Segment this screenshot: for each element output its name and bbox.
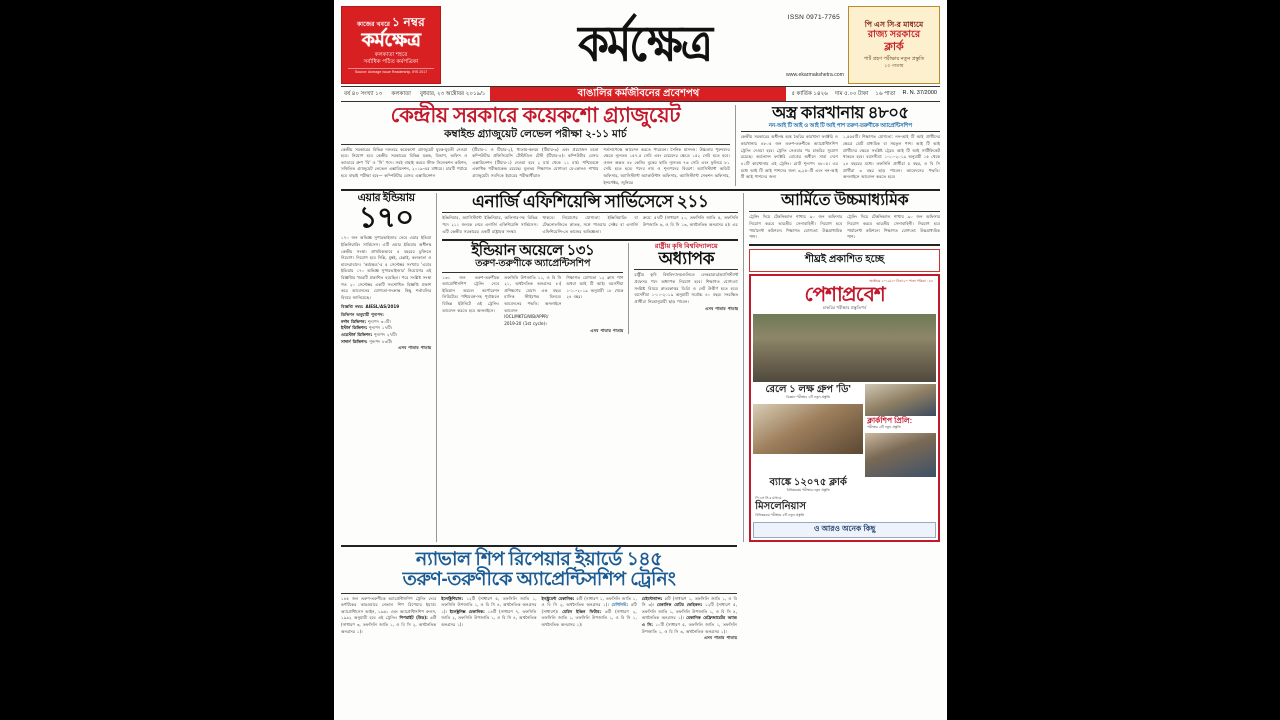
naval-headline-line-2: তরুণ-তরুণীকে অ্যাপ্রেন্টিসশিপ ট্রেনিং	[402, 568, 676, 590]
arms-factory-block[interactable]	[735, 105, 940, 186]
divider	[341, 545, 737, 547]
breakdown-value: শূন্যপদ ৩০টি।	[367, 318, 391, 324]
publication-date: বুধবার, ২৩ অক্টোবর ২০১৯/১	[419, 90, 486, 97]
breakdown-value: শূন্যপদ ১৭টি।	[369, 325, 393, 331]
naval-jump[interactable]: এসব পাতার পাতায়	[703, 635, 737, 641]
professor-jump[interactable]: এসব পাতার পাতায়	[705, 305, 739, 311]
arms-columns	[741, 134, 940, 180]
readership-logo-badge	[341, 6, 441, 84]
arms-subhead: নন-আই টি আই ও আই টি আই পাশ তরুণ-তরুণীকে অ্যাপ্রেন্টিসশিপ	[768, 122, 913, 129]
naval-trade-detail: ১২টি (সাধারণ ৫, তফসিলি জাতি ১, তফসিলি উপজাতি ১, ও বি সি ৪, অর্থনৈতিক অনগ্রসর ১)।	[441, 595, 537, 614]
row-lead	[341, 105, 940, 186]
advert-band-2-sub: পরীক্ষার ৫টি নতুন প্রস্তুতি	[867, 424, 901, 429]
air-india-jump[interactable]: এসব পাতার পাতায়	[398, 345, 432, 351]
indian-oil-col-2: তফসিলি উপজাতি ১১, ও বি সি ২১, অর্থনৈতিক অনগ্রসর ৮।) প্রশিক্ষণের মেয়াদ এক বছর। মাসিক স্টাইপেন্ড মিলবে। আবেদনের পদ্ধতি: অনলাইনে আবেদন IOCL/MKTG/WB/APPR/ 2019-20 (1st cycle)।	[504, 274, 562, 326]
advert-kid-photo	[753, 404, 863, 454]
advert-crowd-photo	[753, 314, 936, 382]
indian-oil-headline: ইন্ডিয়ান অয়েলে ১৩১	[471, 242, 595, 260]
naval-trade-label-2: মেকানিক মোটর ভেহিকল:	[656, 602, 703, 608]
advert-frame	[749, 274, 940, 542]
army-col-2: ট্রেনিং দিয়ে টেকনিক্যাল শাখায় ৯০ জন অফিসার নিয়োগ করবে ভারতীয় সেনাবাহিনী। নিয়োগ হবে পার্মানেন্ট কমিশনে। শিক্ষাগত যোগ্যতা: উচ্চমাধ্যমিক পাশ।	[847, 214, 940, 240]
advert-bottom-right-spacer	[865, 477, 936, 520]
energy-columns	[442, 215, 738, 235]
dateline-left	[341, 90, 485, 99]
advert-bottom-row	[753, 477, 936, 520]
naval-trade-detail: ৫টি (সাধারণ ১, তফসিলি জাতি ১, ও বি সি ২, অর্থনৈতিক অনগ্রসর ১)।	[541, 595, 637, 608]
advert-band-4-kicker: পি এস সি-র মাধ্যমে	[755, 496, 782, 501]
advert-magazine-tagline: চাকরির পরীক্ষার প্রস্তুতিপর্ব	[822, 304, 867, 310]
logo-top-text: কাজের খবরে	[357, 22, 391, 29]
divider	[442, 272, 623, 273]
advert-band-3[interactable]	[753, 477, 863, 496]
divider	[741, 131, 940, 132]
advert-band-1[interactable]	[753, 384, 863, 403]
masthead	[341, 6, 940, 84]
naval-trade-label-2: মেশিনিস্ট:	[611, 602, 629, 608]
naval-col-1	[341, 596, 436, 642]
lead-col-2: (টিয়ার-১ ও টিয়ার-২), খাতায়-কলমে (টিয়ার-৩) এবং প্রয়োজন মতো কম্পিউটার প্রফিসিয়েন্সি টেস্ট/ডিল টেস্ট (টিয়ার-৪)। কম্পিউটার বেসড এক্সামিনেশন (টিয়ার-১) নেওয়া হবে ২ মার্চ থেকে ১১ মার্চ। পশ্চিমবঙ্গে একাধিক পরীক্ষাকেন্দ্র রয়েছে। মূলতম শিক্ষাগত যোগ্যতা যে-কোনও শাখায় গ্র্যাজুয়েট। সবদিকে ইয়ারের পরীক্ষার্থীরাও	[472, 146, 599, 179]
lead-columns	[341, 147, 730, 187]
indian-oil-jump[interactable]: এসব পাতার পাতায়	[590, 327, 624, 333]
advert-right-stack	[865, 384, 936, 477]
naval-trade-detail-2: ১৪টি (সাধারণ ৭, তফসিলি জাতি ২, তফসিলি উপজাতি ১, ও বি সি ৪, অর্থনৈতিক অনগ্রসর ১)।	[441, 608, 537, 628]
psc-line-2: রাজ্য সরকারে	[867, 29, 921, 41]
breakdown-label: ইস্টার্ন ডিভিশন:	[341, 325, 368, 331]
naval-block[interactable]	[341, 550, 737, 642]
registration-number: R. N. 37/2000	[902, 89, 937, 96]
naval-trade-detail-2: ৫টি (সাধারণ)।	[541, 602, 637, 614]
naval-trade-detail: ৫টি (সাধারণ ১, তফসিলি জাতি ১, ও বি সি ৩)।	[641, 595, 737, 608]
advert-band-4-title: মিসলেনিয়াস	[755, 501, 806, 513]
advert-band-1-sub: বিজ্ঞান পরীক্ষার ২টি নতুন প্রস্তুতি	[786, 395, 831, 400]
page-count: ১৬ পাতা	[875, 90, 896, 97]
naval-trade-label: শিপরাইট (উড):	[399, 615, 428, 621]
issn-number: ISSN 0971-7765	[787, 14, 840, 21]
naval-trade-detail: ৬টি (সাধারণ ৩, তফসিলি জাতি ১, ও বি সি ২, অর্থনৈতিক অনগ্রসর ১)।	[341, 615, 437, 634]
breakdown-label: ওয়েস্টার্ন ডিভিশন:	[341, 332, 373, 338]
divider	[442, 212, 738, 213]
divider	[749, 244, 940, 246]
energy-col-3: ক্রমে: ৫৭টি (সাধারণ ২০, তফসিলি জাতি ৫, তফসিলি উপজাতি ৬, ও বি সি ১৩, অর্থনৈতিক অনগ্রসর ৫)। এর	[642, 215, 739, 227]
arms-headline: অস্ত্র কারখানায় ৪৮০৫	[772, 104, 909, 122]
advert-band-3-sub: বিভিন্নরকম পরীক্ষার নতুন প্রস্তুতি	[786, 488, 830, 493]
naval-trade-detail-3: ৬টি (সাধারণ ২, তফসিলি জাতি ১, তফসিলি উপজাতি ১, ও বি সি ১, অর্থনৈতিক অনগ্রসর ১)।	[541, 608, 637, 628]
logo-top-number: ১ নম্বর	[392, 15, 425, 30]
air-india-block[interactable]	[341, 193, 431, 541]
advert-meta: অক্টোবর ২০১৯/২০ টাকা ৮০ পাতা পত্রিকা : ৪৫	[869, 278, 933, 283]
advert-band-1-title: রেলে ১ লক্ষ গ্রুপ 'ডি'	[765, 383, 851, 395]
professor-kicker: রাষ্ট্রীয় কৃষি বিশ্ববিদ্যালয়ে	[654, 243, 718, 251]
advert-magazine-name: পেশাপ্রবেশ	[804, 283, 885, 306]
air-india-breakdown-3	[341, 339, 431, 346]
naval-trade-detail-2: ১২টি (সাধারণ ৫, তফসিলি জাতি ১, তফসিলি উপজাতি ১, ও বি সি ৪, অর্থনৈতিক অনগ্রসর ১)।	[641, 602, 737, 621]
naval-trade-label: ইনস্ট্রুমেন্ট মেকানিক:	[541, 595, 575, 601]
advert-band-2[interactable]	[865, 416, 936, 432]
logo-wordmark: কর্মক্ষেত্র	[361, 29, 421, 51]
air-india-number: ১৭০	[358, 202, 414, 235]
naval-trade-label: মেইন্টেন্যান্স:	[641, 595, 663, 601]
energy-col-1: ইঞ্জিনিয়ার, অ্যাসিস্ট্যান্ট ইঞ্জিনিয়ার, অফিসার-সহ বিভিন্ন পদে ২১১ জনকে নেবে এনার্জি এফিশিয়েন্সি সার্ভিসেস। এটি কেন্দ্রীয় সরকারের একটি রাষ্ট্রায়ত্ত সংস্থা।	[442, 215, 538, 234]
arms-col-1: কেন্দ্রীয় সরকারের অধীনস্থ অস্ত্র তৈরির কারখানা ফ্যাক্টরি ও কারখানায় ৪৮০৫ জন তরুণ-তরুণীকে অ্যাপ্রেন্টিসশিপ ট্রেনিং দেওয়া হবে। ট্রেনিং নেওয়ার পর চাকরির সুযোগ রয়েছে। অর্ডন্যান্স ফ্যাক্টরি বোর্ডের অধীনে সারা দেশে ৪১টি কারখানায় এই ট্রেনিং। মোট শূন্যপদ ৪৮০৫। এর মধ্যে আই টি আই পাশদের জন্য ৩,২৫০টি এবং নন-আই টি আই পাশদের জন্য	[740, 134, 838, 180]
logo-top-line	[357, 16, 425, 29]
naval-trade-detail-3: ১০টি (সাধারণ ৫, তফসিলি জাতি ১, তফসিলি উপজাতি ১, ও বি সি ৩, অর্থনৈতিক অনগ্রসর ১)।	[641, 622, 737, 634]
psc-promo-box[interactable]	[848, 6, 940, 84]
army-headline: আর্মিতে উচ্চমাধ্যমিক	[781, 192, 909, 210]
bengali-date: ৫ কার্তিক ১৪২৬	[791, 90, 828, 97]
lead-subhead: কম্বাইন্ড গ্র্যাজুয়েট লেভেল পরীক্ষা ২-১১ মার্চ	[444, 128, 627, 140]
lead-col-1: কেন্দ্রীয় সরকারের বিভিন্ন দফতরে কয়েকশো গ্র্যাজুয়েট যুবক-যুবতী নেওয়া হবে। নিয়োগ হবে কেন্দ্রীয় সরকারের বিভিন্ন মন্ত্রক, বিভাগ, অফিস ও ক্যাডারে গ্রুপ 'বি' ও 'সি' পদে। সবই বাছাই করবে স্টাফ সিলেকশন কমিশন, সম্মিলিত গ্র্যাজুয়েট লেভেল এক্সামিনেশন, ২০১৯-এর মাধ্যমে। চারটি পর্যায়ে হবে বাছাই পরীক্ষা হবে— কম্পিউটার বেসড এক্সামিনেশন	[341, 146, 468, 179]
indian-oil-block[interactable]	[442, 243, 623, 334]
advert-band-4[interactable]	[753, 495, 863, 520]
website-url[interactable]: www.ekarmakshetra.com	[786, 72, 844, 78]
army-advert-column	[743, 193, 940, 541]
naval-col-2	[441, 596, 536, 642]
newspaper-front-page	[334, 0, 947, 720]
army-block[interactable]	[749, 193, 940, 241]
naval-col-4	[642, 596, 737, 642]
lead-story-block[interactable]	[341, 105, 730, 186]
advert-mid-row	[753, 384, 936, 477]
naval-headline-line-1: ন্যাভাল শিপ রিপেয়ার ইয়ার্ডে ১৪৫	[415, 548, 663, 570]
naval-trade-label-2: ইলেক্ট্রনিক্স মেকানিক:	[449, 608, 485, 614]
professor-headline: অধ্যাপক	[658, 249, 715, 269]
advert-masthead	[753, 278, 936, 314]
naval-trade-label-3: মেকানিক রেফ্রিজারেটর অ্যান্ড এ সি:	[641, 615, 737, 628]
divider	[341, 593, 737, 594]
professor-block[interactable]	[628, 243, 738, 334]
advert-band-3-title: ব্যাঙ্কে ১২০৭৫ ক্লার্ক	[769, 476, 847, 488]
advert-speaker-photo	[865, 384, 936, 416]
row-tertiary	[442, 243, 738, 334]
indian-oil-col-1: ১৩১ জন তরুণ-তরুণীকে অ্যাপ্রেন্টিসশিপ ট্রেনিং দেবে ইন্ডিয়ান অয়েল কর্পোরেশন লিমিটেড। পশ্চিমবঙ্গ-সহ পূর্বাঞ্চলে বিভিন্ন ইউনিটে এই ট্রেনিং। আবেদন করতে হবে অনলাইনে।	[442, 274, 500, 313]
breakdown-value: শূন্যপদ ৮৩টি।	[369, 338, 393, 344]
air-india-breakdown-2	[341, 332, 431, 339]
divider	[341, 144, 730, 145]
paper-title-wrap	[441, 6, 848, 84]
air-india-breakdown-label: ডিভিশন অনুযায়ী শূন্যপদ:	[341, 312, 384, 318]
magazine-advert[interactable]	[749, 249, 940, 542]
air-india-notification: বিজ্ঞপ্তি নম্বর: AIESL/AS/2019	[341, 303, 400, 309]
advert-bottom-left	[753, 477, 863, 520]
naval-col-3	[542, 596, 637, 642]
lead-col-3: শর্তসাপেক্ষে আবেদন করতে পারবেন। সৈনিক মানদণ্ড: উচ্চতায় পুরুষদের ক্ষেত্রে ন্যূনতম ১৫৭.৫ সেমি এবং মেয়েদের ক্ষেত্রে ১৫২ সেমি হতে হবে। ওজন অন্তত ৪৮ কেজি। বুকের ছাতি ন্যূনতম ৭৬ সেমি এবং ফুলিয়ে ৮১ সেমি হতে হবে। পদের নাম ও শূন্যপদের বিবরণ: অ্যাসিস্ট্যান্ট অডিট অফিসার, অ্যাসিস্ট্যান্ট অ্যাকাউন্টস অফিসার, অ্যাসিস্ট্যান্ট সেকশন অফিসার, ইন্সপেক্টর, জুনিয়র	[603, 146, 730, 185]
divider	[749, 211, 940, 212]
energy-block[interactable]	[436, 193, 738, 541]
breakdown-label: সাদার্ন ডিভিশন:	[341, 338, 368, 344]
advert-band-4-sub: বিভিন্নরকম পরীক্ষার ৫টি নতুন প্রস্তুতি	[755, 512, 805, 517]
advert-footer: ও আরও অনেক কিছু	[753, 522, 936, 538]
tagline-banner: বাঙালির কর্মজীবনের প্রবেশপথ	[490, 87, 786, 101]
army-columns	[749, 214, 940, 241]
army-col-1: ট্রেনিং দিয়ে টেকনিক্যাল শাখায় ৯০ জন অফিসার নিয়োগ করবে ভারতীয় সেনাবাহিনী। নিয়োগ হবে পার্মানেন্ট কমিশনে। শিক্ষাগত যোগ্যতা: উচ্চমাধ্যমিক পাশ।	[749, 214, 843, 240]
place: কলকাতা	[391, 90, 411, 97]
divider	[634, 269, 738, 270]
psc-line-3: ক্লার্ক	[884, 40, 904, 53]
professor-body: রাষ্ট্রীয় কৃষি বিশ্ববিদ্যালয়গুলিতে লেকচারার/অ্যাসিস্ট্যান্ট প্রফেসর পদে অধ্যাপক নিয়োগ হবে। শিক্ষাগত যোগ্যতা: সংশ্লিষ্ট বিষয়ে স্নাতকোত্তর ডিগ্রি ও নেট উত্তীর্ণ হতে হবে। বয়সসীমা ১-১০-২০১৯ অনুযায়ী সর্বোচ্চ ৪০ বছর। সংরক্ষিত প্রার্থীরা নিয়মানুযায়ী ছাড় পাবেন।	[634, 272, 739, 304]
advert-band-2-title: ক্লার্কশিপ প্রিলি:	[867, 415, 913, 425]
air-india-body: ১৭০ জন অভিজ্ঞ সুপারভাইজার নেবে এয়ার ইন্ডিয়া ইঞ্জিনিয়ারিং সার্ভিসেস। এটি এয়ার ইন্ডিয়ার অধীনস্থ কেন্দ্রীয় সংস্থা। প্রাথমিকভাবে ৫ বছরের চুক্তিতে নিয়োগ। নিয়োগ হবে দিল্লি, মুম্বই, চেন্নাই, কলকাতা ও হায়দরাবাদে। 'কর্মক্ষেত্র'-র ৫ সেপ্টেম্বর সংখ্যায় 'এয়ার ইন্ডিয়ায় ১৭০ অভিজ্ঞ সুপারভাইজার' নিয়োগের এই বিজ্ঞপ্তির খবরটি প্রকাশিত হয়েছিল। পরে সংশ্লিষ্ট সংস্থা গত ২০ সেপ্টেম্বর একটি সংশোধিত বিজ্ঞপ্তি প্রকাশ করে আবেদনের যোগ্যতা-সংক্রান্ত কিছু শর্তাবলির বিষয়ে জানিয়েছে।	[341, 235, 432, 300]
page-title: কর্মক্ষেত্র	[578, 15, 711, 74]
psc-line-5: ১০ পাতায়	[884, 63, 904, 69]
naval-trade-label: ইলেক্ট্রিশিয়ান:	[441, 595, 463, 601]
row-secondary	[341, 193, 940, 541]
indian-oil-columns	[442, 275, 623, 328]
lead-headline: কেন্দ্রীয় সরকারে কয়েকশো গ্র্যাজুয়েট	[390, 104, 681, 127]
advert-left-stack	[753, 384, 863, 477]
dateline-right	[791, 90, 940, 99]
advert-girl-photo	[865, 433, 936, 477]
arms-col-2: ১,৫৫৫টি। শিক্ষাগত যোগ্যতা: নন-আই টি আই প্রার্থীদের ক্ষেত্রে মোট মাধ্যমিক বা সমতুল পাশ। আই টি আই প্রার্থীদের ক্ষেত্রে সংশ্লিষ্ট ট্রেডে আই টি আই সার্টিফিকেট থাকতে হবে। বয়সসীমা: ১-১০-২০১৯ অনুযায়ী ১৫ থেকে ২৪ বছরের মধ্যে। তফসিলি প্রার্থীরা ৫ বছর, ও বি সি প্রার্থীরা ৩ বছর ছাড় পাবেন। আবেদনের পদ্ধতি: অনলাইনে আবেদন করতে হবে।	[842, 134, 941, 180]
logo-source-note: Source: Average Issue Readership, IRS 2017	[348, 68, 434, 74]
breakdown-value: শূন্যপদ ২৭টি।	[374, 332, 398, 338]
naval-trade-label-3: মেরিন ইঞ্জিন ফিটার:	[562, 608, 602, 614]
psc-line-1: পি এস সি-র মাধ্যমে	[864, 19, 924, 29]
divider	[341, 189, 940, 191]
air-india-headline: এয়ার ইন্ডিয়ায়	[357, 192, 415, 205]
naval-intro: ১৪৫ জন তরুণ-তরুণীকে অ্যাপ্রেন্টিসশিপ ট্রেনিং দেবে কর্ণাটকের কারওয়ারে নেভাল শিপ রিপেয়ার ইয়ার্ড। অ্যাপ্রেন্টিসেস আইন, ১৯৬১ এবং অ্যাপ্রেন্টিসশিপ রুলস, ১৯৯২ অনুযায়ী হবে এই ট্রেনিং।	[341, 595, 437, 621]
breakdown-label: নর্দান ডিভিশন:	[341, 318, 367, 324]
energy-headline: এনার্জি এফিশিয়েন্সি সার্ভিসেসে ২১১	[472, 192, 709, 212]
logo-subline-2: সর্বাধিক পঠিত কর্মপত্রিকা	[363, 58, 419, 65]
indian-oil-subhead: তরুণ-তরুণীকে অ্যাপ্রেন্টিসশিপ	[475, 258, 591, 270]
price: দাম ৫.০০ টাকা	[834, 90, 869, 97]
logo-subline-1: কলকাতা শহরে	[374, 51, 408, 58]
indian-oil-col-3: শিক্ষাগত যোগ্যতা ১২ ক্লাস পাশ অথবা আই টি আই। বয়সসীমা ১-১০-২০১৯ অনুযায়ী ১৮ থেকে ২৪ বছর।	[566, 274, 624, 300]
volume-issue: বর্ষ ৪০ সংখ্যা ১৩	[344, 90, 383, 97]
divider	[442, 239, 738, 241]
energy-col-2: থাকবে। নিয়োগের যোগ্যতা: ইঞ্জিনিয়ারিং বা টেকনোলজিতে স্নাতক, সঙ্গে পাওয়ার সেক্টর বা এনার্জি এফিশিয়েন্সি-তে কাজের অভিজ্ঞতা।	[542, 215, 638, 234]
naval-columns	[341, 596, 737, 642]
dateline-strip	[341, 86, 940, 102]
psc-line-4: পার্ট গ্রহণ পরীক্ষার নতুন প্রস্তুতি	[863, 55, 925, 62]
advert-banner: শীঘ্রই প্রকাশিত হচ্ছে	[749, 249, 940, 272]
